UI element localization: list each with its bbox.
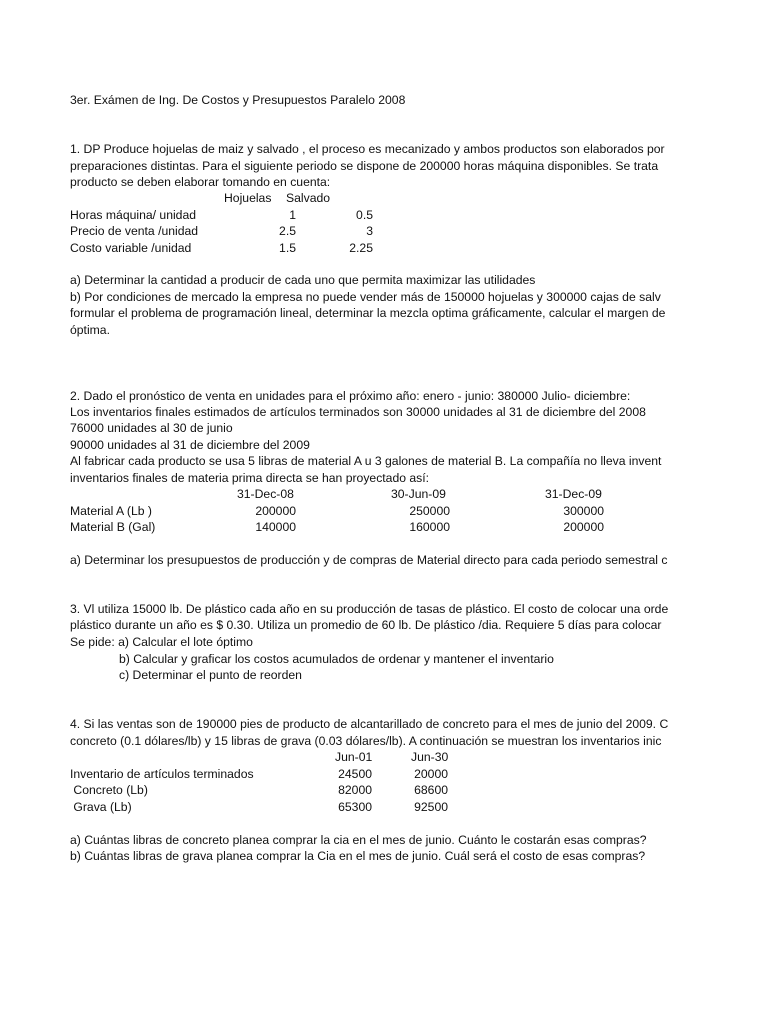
q4-row-value: 20000 — [414, 767, 448, 781]
q4-row-label: Grava (Lb) — [70, 800, 132, 814]
q4-row-value: 24500 — [338, 767, 372, 781]
q2-line-3: 76000 unidades al 30 de junio — [70, 421, 233, 435]
q2-row-value: 140000 — [255, 520, 296, 534]
q2-row-value: 160000 — [409, 520, 450, 534]
q1-part-a: a) Determinar la cantidad a producir de cada uno que permita maximizar las utilidades — [70, 273, 536, 287]
q4-header-date: Jun-01 — [335, 750, 373, 764]
q2-line-4: 90000 unidades al 31 de diciembre del 2009 — [70, 438, 310, 452]
q1-row-value: 3 — [366, 224, 373, 238]
exam-title: 3er. Exámen de Ing. De Costos y Presupuestos Paralelo 2008 — [70, 93, 406, 107]
q4-row-value: 82000 — [338, 783, 372, 797]
q2-line-2: Los inventarios finales estimados de artículos terminados son 30000 unidades al 31 de diciembre del 2008 — [70, 405, 646, 419]
q1-row-value: 1.5 — [279, 241, 296, 255]
q2-header-date: 31-Dec-08 — [237, 487, 294, 501]
q1-line-3: producto se deben elaborar tomando en cuenta: — [70, 175, 331, 189]
q3-part-b: b) Calcular y graficar los costos acumulados de ordenar y mantener el inventario — [119, 652, 554, 666]
q1-row-label: Precio de venta /unidad — [70, 224, 199, 238]
q4-row-value: 92500 — [414, 800, 448, 814]
q1-row-label: Horas máquina/ unidad — [70, 208, 197, 222]
q1-part-b-line-2: formular el problema de programación lineal, determinar la mezcla optima gráficamente, calcular el margen de — [70, 306, 666, 320]
q2-row-label: Material B (Gal) — [70, 520, 156, 534]
q4-header-date: Jun-30 — [411, 750, 449, 764]
q2-row-value: 300000 — [563, 504, 604, 518]
q1-header-salvado: Salvado — [286, 191, 331, 205]
q2-line-5: Al fabricar cada producto se usa 5 libras de material A u 3 galones de material B. La compañía no lleva invent — [70, 454, 662, 468]
q1-line-1: 1. DP Produce hojuelas de maiz y salvado , el proceso es mecanizado y ambos productos son elaborados por — [70, 142, 665, 156]
q2-header-date: 31-Dec-09 — [545, 487, 602, 501]
q3-part-c: c) Determinar el punto de reorden — [119, 668, 302, 682]
q2-header-date: 30-Jun-09 — [391, 487, 446, 501]
q1-part-b-line-1: b) Por condiciones de mercado la empresa no puede vender más de 150000 hojuelas y 300000 cajas de salv — [70, 290, 661, 304]
q1-header-hojuelas: Hojuelas — [224, 191, 272, 205]
q3-line-1: 3. Vl utiliza 15000 lb. De plástico cada año en su producción de tasas de plástico. El costo de colocar una orde — [70, 602, 669, 616]
q4-part-b: b) Cuántas libras de grava planea comprar la Cia en el mes de junio. Cuál será el costo de esas compras? — [70, 849, 646, 863]
q4-part-a: a) Cuántas libras de concreto planea comprar la cia en el mes de junio. Cuánto le costarán esas compras? — [70, 833, 647, 847]
q4-line-1: 4. Si las ventas son de 190000 pies de producto de alcantarillado de concreto para el mes de junio del 2009. C — [70, 717, 669, 731]
q1-row-label: Costo variable /unidad — [70, 241, 192, 255]
q1-row-value: 2.25 — [349, 241, 373, 255]
q2-row-value: 250000 — [409, 504, 450, 518]
q2-row-value: 200000 — [563, 520, 604, 534]
q2-part-a: a) Determinar los presupuestos de producción y de compras de Material directo para cada periodo semestral c — [70, 553, 668, 567]
q2-row-label: Material A (Lb ) — [70, 504, 152, 518]
q4-row-label: Concreto (Lb) — [70, 783, 148, 797]
q1-line-2: preparaciones distintas. Para el siguiente periodo se dispone de 200000 horas máquina disponibles. Se trata — [70, 159, 659, 173]
q4-row-label: Inventario de artículos terminados — [70, 767, 254, 781]
q3-line-2: plástico durante un año es $ 0.30. Utiliza un promedio de 60 lb. De plástico /dia. Requiere 5 días para colocar — [70, 618, 662, 632]
q1-row-value: 1 — [289, 208, 296, 222]
q1-row-value: 2.5 — [279, 224, 296, 238]
q1-row-value: 0.5 — [356, 208, 373, 222]
q4-row-value: 65300 — [338, 800, 372, 814]
q3-line-3: Se pide: a) Calcular el lote óptimo — [70, 635, 253, 649]
q2-line-1: 2. Dado el pronóstico de venta en unidades para el próximo año: enero - junio: 380000 Julio- diciembre: — [70, 389, 631, 403]
q1-part-b-line-3: óptima. — [70, 323, 110, 337]
q2-line-6: inventarios finales de materia prima directa se han proyectado así: — [70, 471, 430, 485]
q4-row-value: 68600 — [414, 783, 448, 797]
q4-line-2: concreto (0.1 dólares/lb) y 15 libras de grava (0.03 dólares/lb). A continuación se muestran los inventarios inic — [70, 734, 662, 748]
q2-row-value: 200000 — [255, 504, 296, 518]
